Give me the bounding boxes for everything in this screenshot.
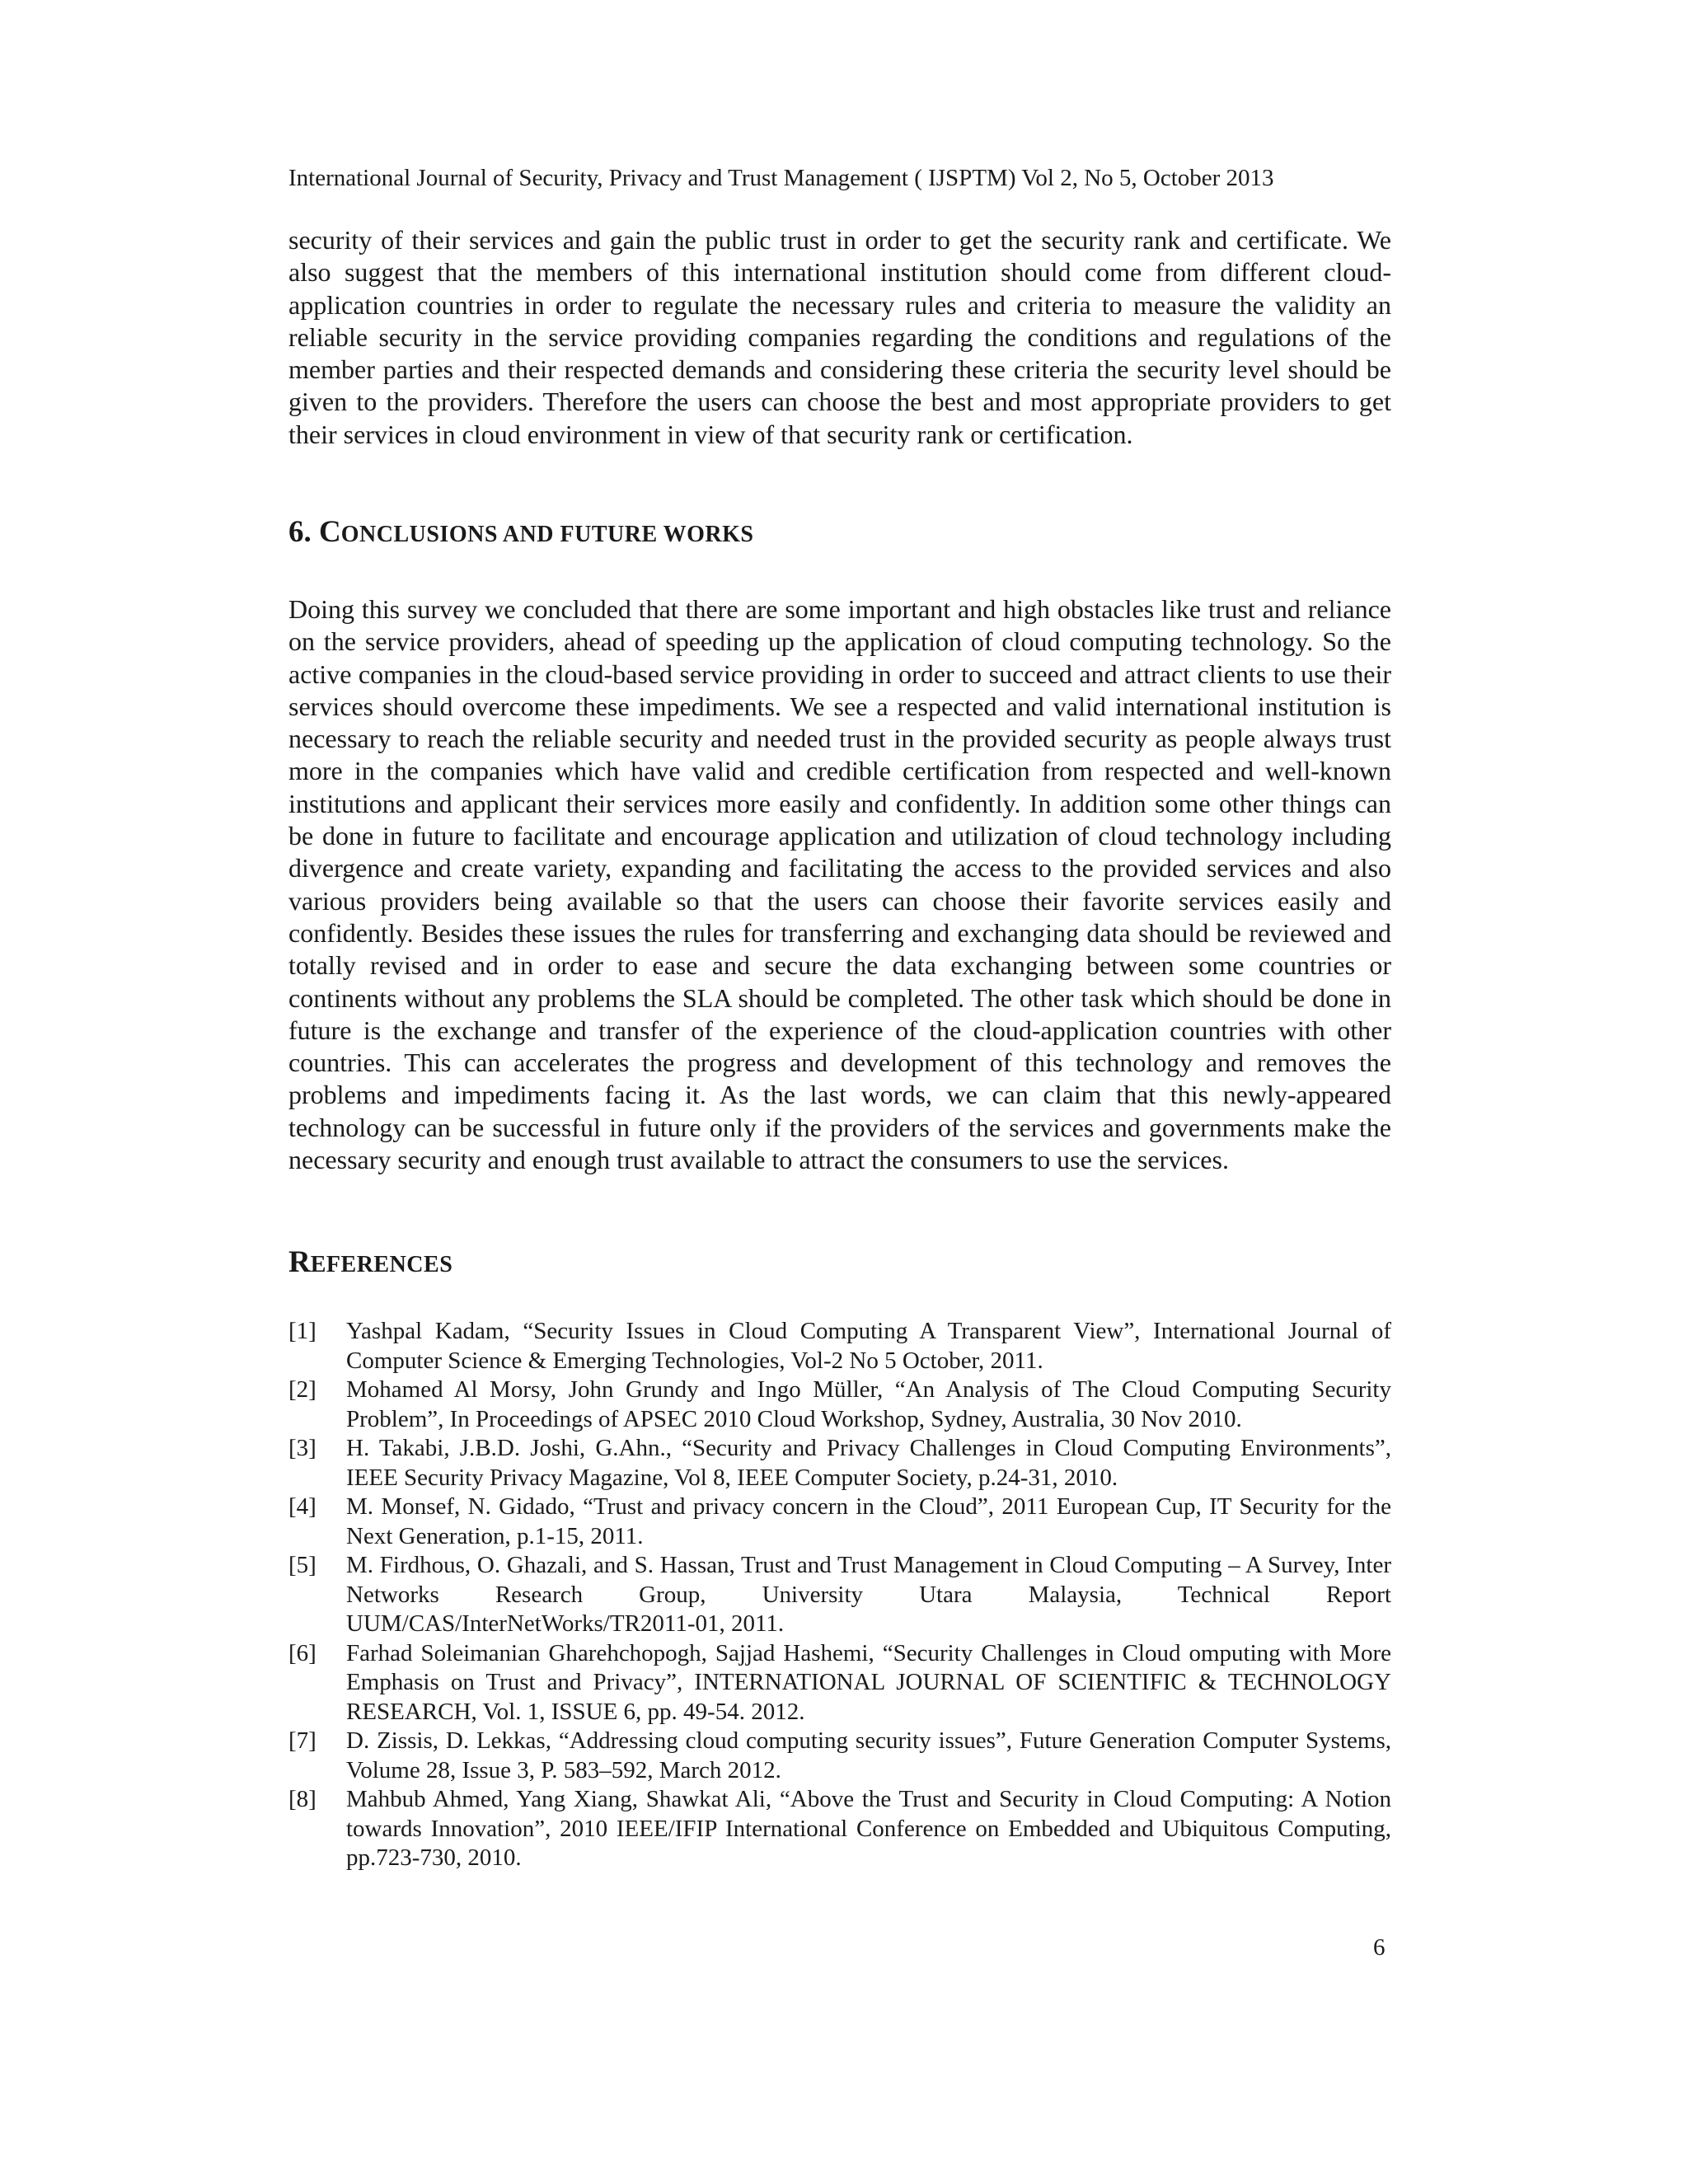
references-heading: [288, 1244, 452, 1283]
conclusions-heading-rest: ONCLUSIONS AND FUTURE WORKS: [340, 522, 754, 547]
reference-text: M. Firdhous, O. Ghazali, and S. Hassan, Trust and Trust Management in Cloud Computing – A Survey, Inter Networks Research Group, University Utara Malaysia, Technical Report UUM/CAS/InterNetWorks/TR2011-01, 2011.: [346, 1552, 1391, 1637]
reference-number: [7]: [288, 1727, 316, 1754]
reference-text: Yashpal Kadam, “Security Issues in Cloud Computing A Transparent View”, International Journal of Computer Science & Emerging Technologies, Vol-2 No 5 October, 2011.: [346, 1318, 1391, 1374]
reference-item: [288, 1639, 1391, 1727]
conclusions-heading: [288, 514, 753, 553]
reference-text: D. Zissis, D. Lekkas, “Addressing cloud computing security issues”, Future Generation Computer Systems, Volume 28, Issue 3, P. 583–592, March 2012.: [346, 1727, 1391, 1783]
reference-text: M. Monsef, N. Gidado, “Trust and privacy concern in the Cloud”, 2011 European Cup, IT Security for the Next Generation, p.1-15, 2011.: [346, 1493, 1391, 1549]
reference-text: Farhad Soleimanian Gharehchopogh, Sajjad Hashemi, “Security Challenges in Cloud omputing with More Emphasis on Trust and Privacy”, INTERNATIONAL JOURNAL OF SCIENTIFIC & TECHNOLOGY RESEARCH, Vol. 1, ISSUE 6, pp. 49-54. 2012.: [346, 1639, 1391, 1725]
reference-text: Mahbub Ahmed, Yang Xiang, Shawkat Ali, “Above the Trust and Security in Cloud Computing: A Notion towards Innovation”, 2010 IEEE/IFIP International Conference on Embedded and Ubiquitous Computing, pp.723-730, 2010.: [346, 1786, 1391, 1871]
reference-number: [4]: [288, 1493, 316, 1520]
references-heading-rest: EFERENCES: [310, 1252, 453, 1277]
references-list: [288, 1317, 1391, 1873]
reference-text: Mohamed Al Morsy, John Grundy and Ingo Müller, “An Analysis of The Cloud Computing Security Problem”, In Proceedings of APSEC 2010 Cloud Workshop, Sydney, Australia, 30 Nov 2010.: [346, 1376, 1391, 1432]
intro-paragraph: security of their services and gain the public trust in order to get the security rank and certificate. We also suggest that the members of this international institution should come from different cloud-application countries in order to regulate the necessary rules and criteria to measure the validity an reliable security in the service providing companies regarding the conditions and regulations of the member parties and their respected demands and considering these criteria the security level should be given to the providers. Therefore the users can choose the best and most appropriate providers to get their services in cloud environment in view of that security rank or certification.: [288, 225, 1391, 449]
reference-number: [1]: [288, 1318, 316, 1344]
reference-number: [6]: [288, 1639, 316, 1666]
reference-text: H. Takabi, J.B.D. Joshi, G.Ahn., “Security and Privacy Challenges in Cloud Computing Environments”, IEEE Security Privacy Magazine, Vol 8, IEEE Computer Society, p.24-31, 2010.: [346, 1435, 1391, 1491]
reference-number: [3]: [288, 1435, 316, 1461]
reference-number: [5]: [288, 1552, 316, 1578]
reference-item: [288, 1785, 1391, 1873]
reference-item: [288, 1551, 1391, 1639]
page-number: 6: [1373, 1934, 1386, 1961]
reference-item: [288, 1493, 1391, 1551]
reference-number: [8]: [288, 1786, 316, 1812]
conclusions-heading-number: 6.: [288, 515, 312, 549]
references-heading-initial: R: [288, 1245, 311, 1279]
reference-item: [288, 1317, 1391, 1376]
conclusions-heading-initial: C: [319, 515, 341, 549]
running-header: International Journal of Security, Privacy and Trust Management ( IJSPTM) Vol 2, No 5, October 2013: [288, 165, 1274, 191]
reference-number: [2]: [288, 1376, 316, 1403]
reference-item: [288, 1376, 1391, 1434]
reference-item: [288, 1434, 1391, 1493]
conclusions-paragraph: Doing this survey we concluded that there are some important and high obstacles like trust and reliance on the service providers, ahead of speeding up the application of cloud computing technology. So the active companies in the cloud-based service providing in order to succeed and attract clients to use their services should overcome these impediments. We see a respected and valid international institution is necessary to reach the reliable security and needed trust in the provided security as people always trust more in the companies which have valid and credible certification from respected and well-known institutions and applicant their services more easily and confidently. In addition some other things can be done in future to facilitate and encourage application and utilization of cloud technology including divergence and create variety, expanding and facilitating the access to the provided services and also various providers being available so that the users can choose their favorite services easily and confidently. Besides these issues the rules for transferring and exchanging data should be reviewed and totally revised and in order to ease and secure the data exchanging between some countries or continents without any problems the SLA should be completed. The other task which should be done in future is the exchange and transfer of the experience of the cloud-application countries with other countries. This can accelerates the progress and development of this technology and removes the problems and impediments facing it. As the last words, we can claim that this newly-appeared technology can be successful in future only if the providers of the services and governments make the necessary security and enough trust available to attract the consumers to use the services.: [288, 594, 1391, 1175]
reference-item: [288, 1727, 1391, 1785]
